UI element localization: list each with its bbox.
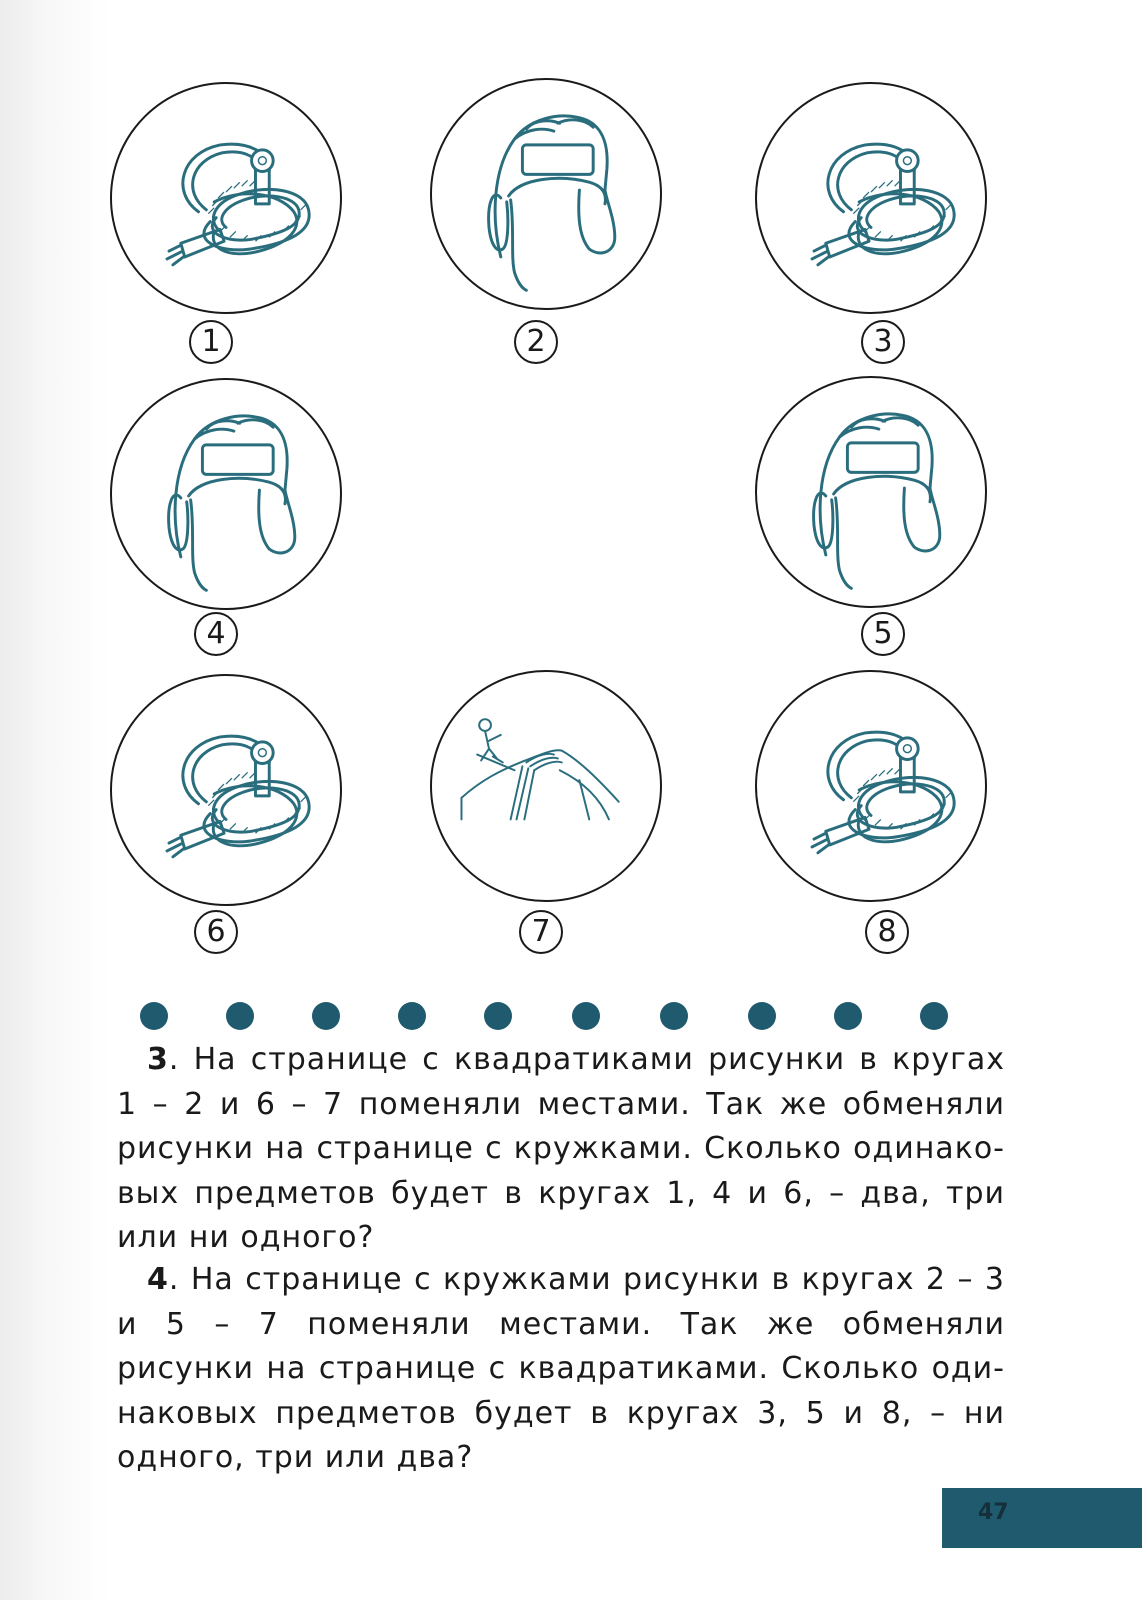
hose-icon <box>112 676 340 904</box>
separator-dot <box>660 1002 688 1030</box>
dot-separator <box>140 1002 970 1032</box>
separator-dot <box>484 1002 512 1030</box>
figure-circle-5 <box>755 376 987 608</box>
separator-dot <box>398 1002 426 1030</box>
figure-circle-1 <box>110 82 342 314</box>
figure-label-6: 6 <box>194 910 238 954</box>
separator-dot <box>140 1002 168 1030</box>
task-3 <box>117 1038 1005 1261</box>
figure-circle-2 <box>430 78 662 310</box>
page-edge-shadow <box>0 0 110 1600</box>
separator-dot <box>920 1002 948 1030</box>
separator-dot <box>226 1002 254 1030</box>
hat-icon <box>432 80 660 308</box>
hose-icon <box>757 84 985 312</box>
figure-circle-8 <box>755 670 987 902</box>
figure-circle-4 <box>110 378 342 610</box>
figure-circle-6 <box>110 674 342 906</box>
figure-label-1: 1 <box>189 320 233 364</box>
separator-dot <box>834 1002 862 1030</box>
figure-circle-7 <box>430 670 662 902</box>
skier-icon <box>432 672 660 900</box>
separator-dot <box>312 1002 340 1030</box>
figure-label-8: 8 <box>865 910 909 954</box>
task-text: . На странице с квадратиками рисунки в кругах 1 – 2 и 6 – 7 поменяли местами. Так же обменяли рисунки на странице с кружками. Сколько одинако-вых предметов будет в кругах 1, 4 и 6, – два, три или ни одного? <box>117 1042 1005 1255</box>
hose-icon <box>112 84 340 312</box>
hat-icon <box>757 378 985 606</box>
task-4 <box>117 1258 1005 1481</box>
task-text: . На странице с кружками рисунки в кругах 2 – 3 и 5 – 7 поменяли местами. Так же обменяли рисунки на странице с квадратиками. Сколько оди-наковых предметов будет в кругах 3, 5 и 8, – ни одного, три или два? <box>117 1262 1005 1475</box>
figure-circle-3 <box>755 82 987 314</box>
page-number: 47 <box>978 1500 1009 1525</box>
task-number: 3 <box>147 1042 169 1077</box>
hose-icon <box>757 672 985 900</box>
page-number-tab <box>942 1488 1142 1548</box>
figure-label-7: 7 <box>519 910 563 954</box>
task-number: 4 <box>147 1262 169 1297</box>
figure-label-2: 2 <box>514 320 558 364</box>
separator-dot <box>748 1002 776 1030</box>
figure-label-5: 5 <box>861 612 905 656</box>
figure-label-4: 4 <box>194 612 238 656</box>
separator-dot <box>572 1002 600 1030</box>
hat-icon <box>112 380 340 608</box>
figure-label-3: 3 <box>861 320 905 364</box>
